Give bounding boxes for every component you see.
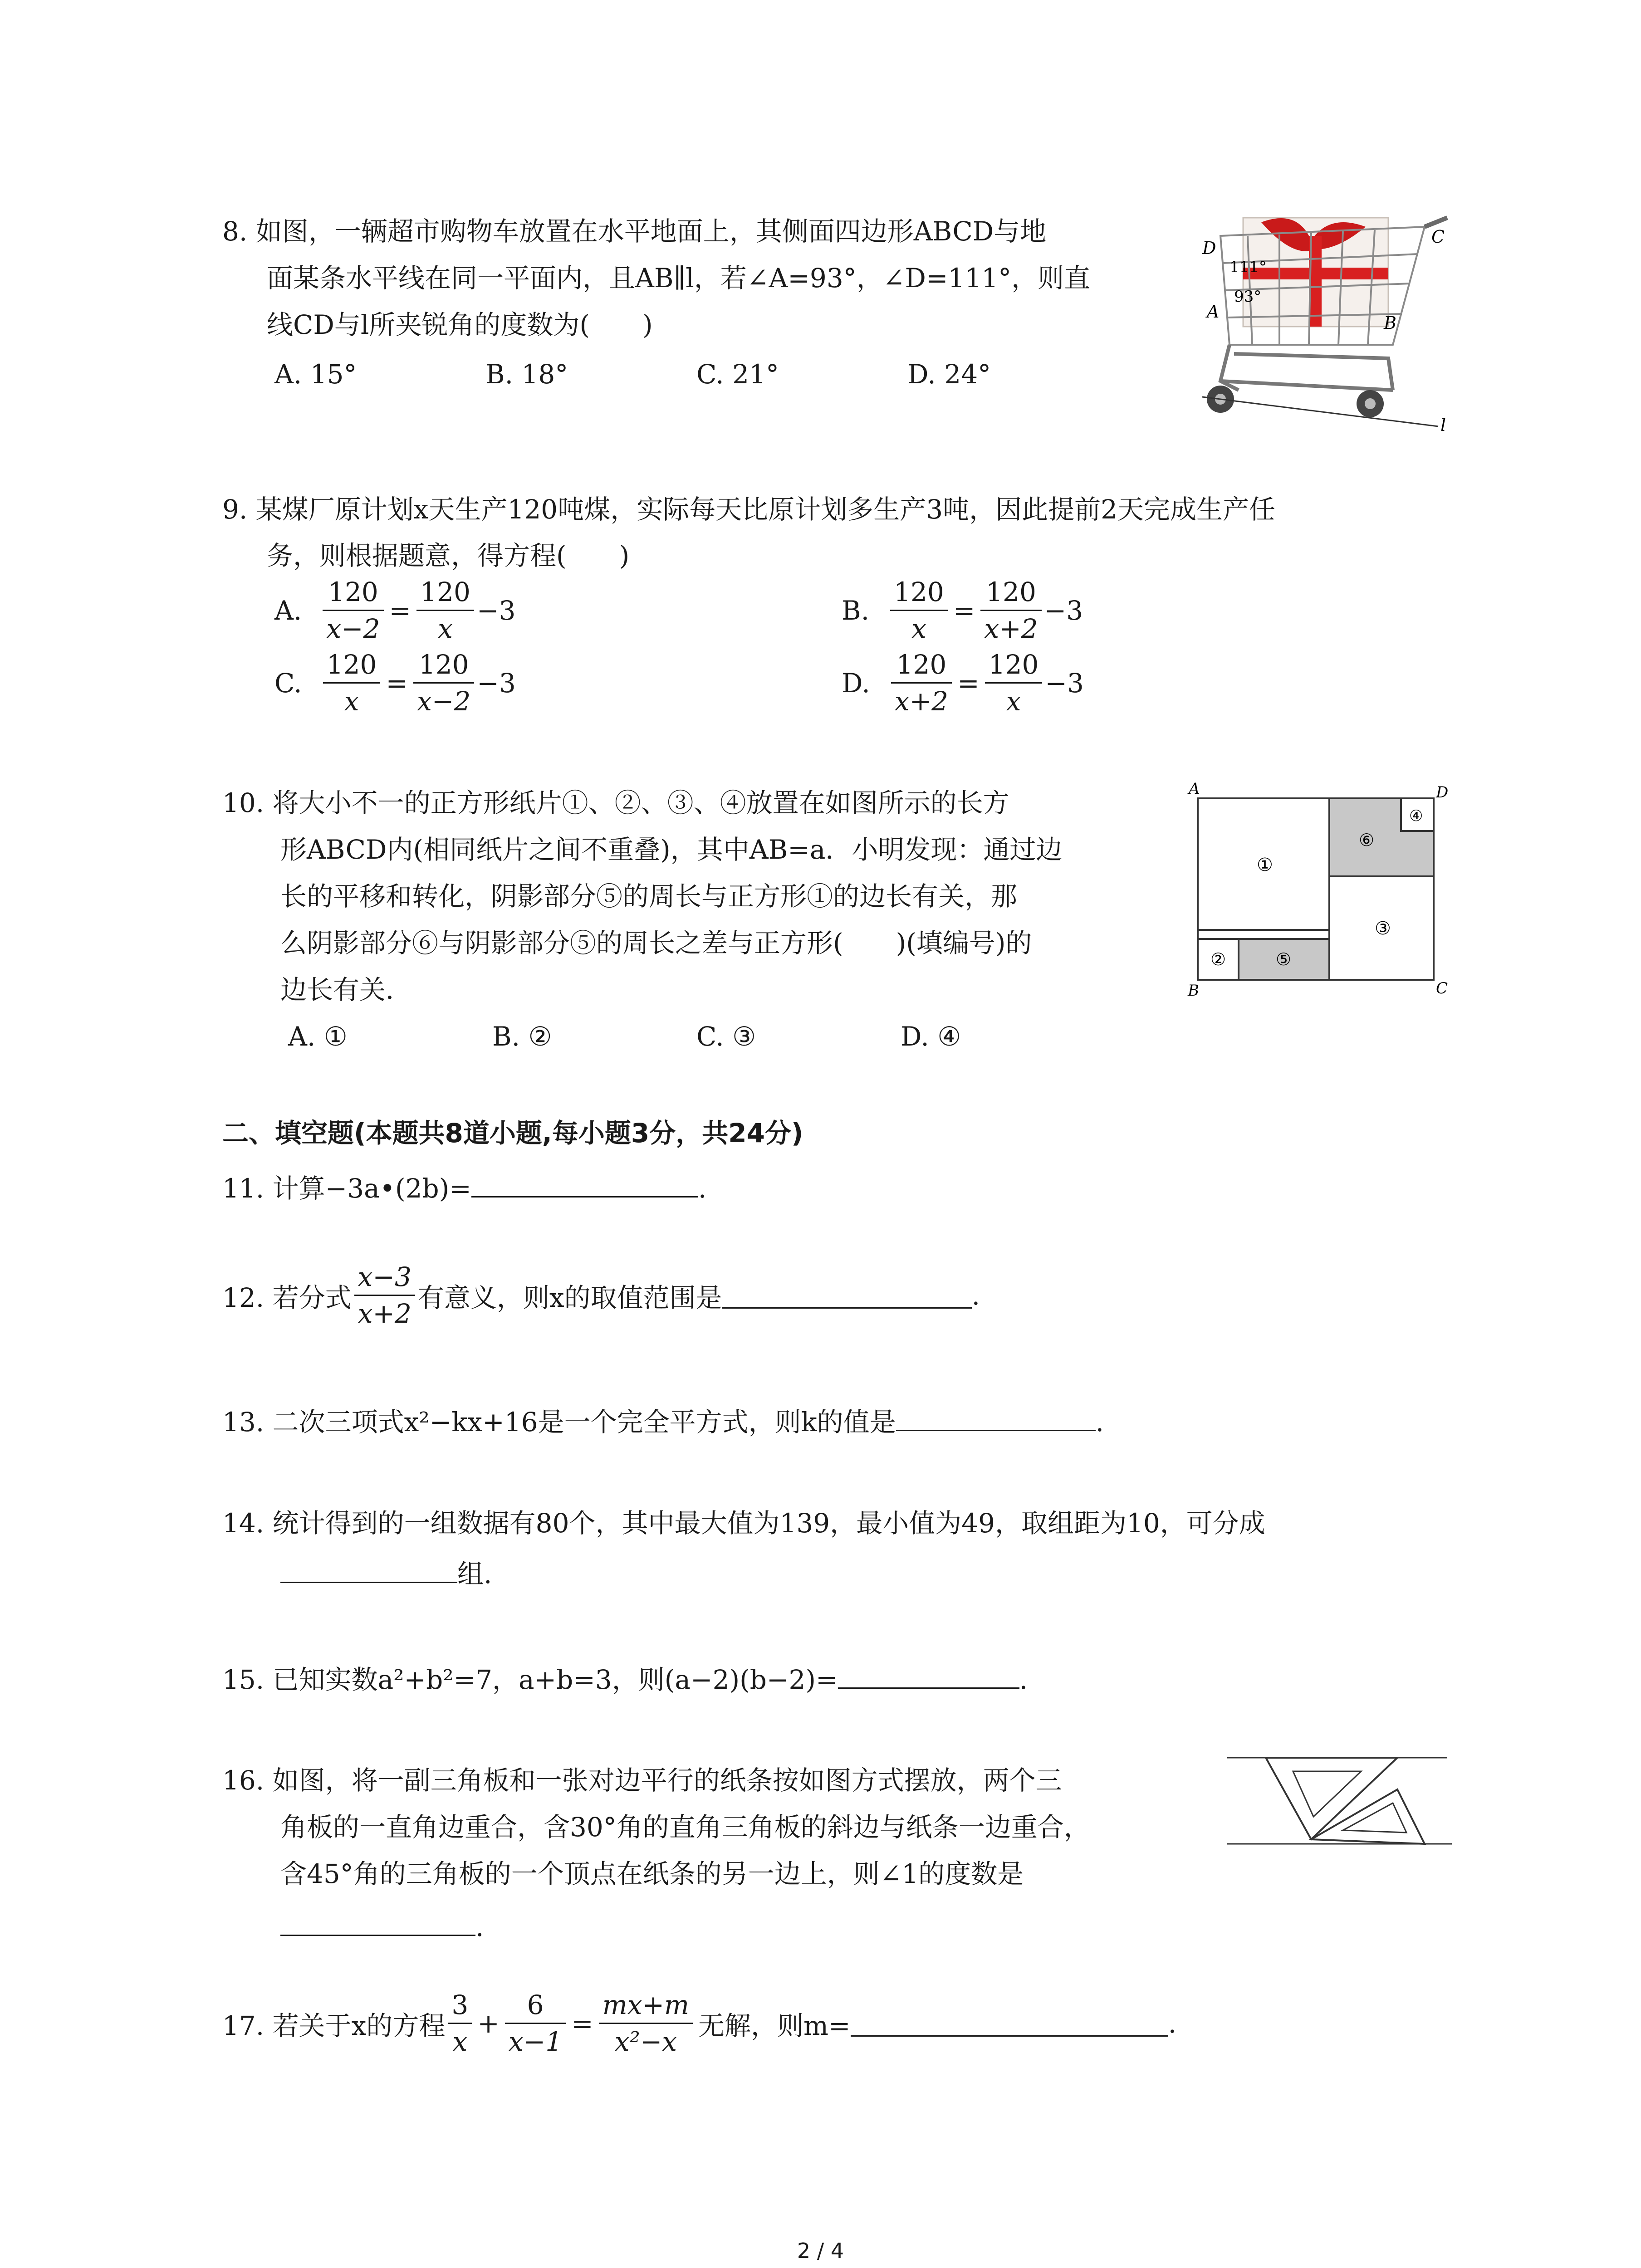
q9-option-b: B. $\frac{120}{x}$ = $\frac{120}{x+2}$ −3: [842, 577, 1083, 644]
piece-label-6: ⑥: [1359, 830, 1375, 850]
section-2-heading: 二、填空题(本题共8道小题,每小题3分，共24分): [222, 1118, 803, 1149]
rect-label-a: A: [1189, 780, 1200, 798]
q10-option-a: A. ①: [288, 1021, 348, 1052]
q10-option-c: C. ③: [696, 1021, 756, 1052]
q8-option-d: D. 24°: [907, 359, 991, 390]
q9-a-left-fraction: $\frac{120}{x-2}$: [323, 576, 383, 645]
piece-label-4: ④: [1409, 807, 1423, 825]
q8-option-c: C. 21°: [696, 359, 779, 390]
q12-answer-blank[interactable]: [722, 1282, 972, 1309]
q9-d-right-fraction: $\frac{120}{x}$: [985, 649, 1043, 717]
piece-label-5: ⑤: [1276, 949, 1292, 969]
cart-angle-a: 93°: [1234, 288, 1262, 306]
q10-line-2: 形ABCD内(相同纸片之间不重叠)，其中AB=a．小明发现：通过边: [280, 834, 1063, 865]
q9-a-right-fraction: $\frac{120}{x}$: [416, 576, 474, 645]
q9-line-1: 9. 某煤厂原计划x天生产120吨煤，实际每天比原计划多生产3吨，因此提前2天完成生产任: [222, 494, 1275, 525]
piece-label-2: ②: [1210, 949, 1226, 969]
q9-c-right-fraction: $\frac{120}{x-2}$: [413, 649, 474, 717]
q11-line: 11. 计算−3a•(2b)= .: [222, 1170, 706, 1207]
cart-label-b: B: [1384, 313, 1396, 333]
q10-option-b: B. ②: [492, 1021, 552, 1052]
q10-option-d: D. ④: [901, 1021, 961, 1052]
q9-b-letter: B.: [842, 595, 870, 626]
q8-line-2: 面某条水平线在同一平面内，且AB∥l，若∠A=93°，∠D=111°，则直: [267, 263, 1091, 293]
q16-line-3: 含45°角的三角板的一个顶点在纸条的另一边上，则∠1的度数是: [280, 1858, 1024, 1889]
q9-option-d: D. $\frac{120}{x+2}$ = $\frac{120}{x}$ −3: [842, 649, 1084, 717]
q9-option-c: C. $\frac{120}{x}$ = $\frac{120}{x-2}$ −3: [274, 649, 516, 717]
q8-line-1: 8. 如图，一辆超市购物车放置在水平地面上，其侧面四边形ABCD与地: [222, 216, 1047, 247]
cart-label-a: A: [1207, 302, 1220, 322]
q14-line-1: 14. 统计得到的一组数据有80个，其中最大值为139，最小值为49，取组距为10，可分成: [222, 1508, 1265, 1539]
q12-fraction: $\frac{x-3}{x+2}$: [354, 1261, 415, 1330]
rect-label-c: C: [1436, 979, 1448, 997]
q9-c-left-fraction: $\frac{120}{x}$: [323, 649, 381, 717]
cart-label-l: l: [1440, 415, 1446, 435]
q13-answer-blank[interactable]: [896, 1404, 1096, 1431]
q15-line: 15. 已知实数a²+b²=7，a+b=3，则(a−2)(b−2)= .: [222, 1662, 1028, 1698]
triangle-boards-figure: [1225, 1746, 1461, 1855]
q17-fraction-2: $\frac{6}{x-1}$: [505, 1989, 566, 2058]
q16-line-4: .: [280, 1909, 484, 1945]
q12-line: 12. 若分式 $\frac{x-3}{x+2}$ 有意义，则x的取值范围是 .: [222, 1261, 980, 1329]
q9-d-left-fraction: $\frac{120}{x+2}$: [891, 649, 952, 717]
q8-line-3: 线CD与l所夹锐角的度数为( ): [267, 309, 653, 340]
rect-label-b: B: [1188, 982, 1199, 998]
q9-b-left-fraction: $\frac{120}{x}$: [890, 576, 948, 645]
cart-label-c: C: [1431, 227, 1445, 247]
q9-option-a: A. $\frac{120}{x-2}$ = $\frac{120}{x}$ −3: [274, 577, 516, 644]
q17-line: 17. 若关于x的方程 $\frac{3}{x}$ + $\frac{6}{x-1}$ = $\frac{mx+m}{\text{x²−x}}$ 无解，则m= .: [222, 1989, 1177, 2057]
q9-a-letter: A.: [274, 595, 302, 626]
rectangle-squares-figure: [1180, 780, 1461, 998]
cart-angle-d: 111°: [1230, 258, 1267, 276]
q15-answer-blank[interactable]: [838, 1662, 1019, 1689]
q9-d-letter: D.: [842, 667, 870, 699]
q17-answer-blank[interactable]: [851, 2010, 1168, 2037]
page-number: 2 / 4: [797, 2239, 844, 2263]
q17-fraction-1: $\frac{3}{x}$: [448, 1989, 472, 2058]
piece-label-3: ③: [1375, 918, 1391, 939]
q14-answer-blank[interactable]: [280, 1556, 457, 1583]
q9-c-letter: C.: [274, 667, 302, 699]
q16-answer-blank[interactable]: [280, 1909, 475, 1936]
q10-line-5: 边长有关．: [280, 974, 412, 1005]
rect-label-d: D: [1436, 783, 1449, 802]
q8-option-b: B. 18°: [485, 359, 568, 390]
q13-line: 13. 二次三项式x²−kx+16是一个完全平方式，则k的值是 .: [222, 1404, 1104, 1440]
shopping-cart-figure: [1193, 209, 1456, 445]
q17-fraction-3: $\frac{mx+m}{\text{x²−x}}$: [599, 1989, 693, 2058]
q14-line-2: 组.: [280, 1556, 492, 1592]
q9-line-2: 务，则根据题意，得方程( ): [267, 540, 630, 571]
q9-b-right-fraction: $\frac{120}{x+2}$: [980, 576, 1041, 645]
q10-line-3: 长的平移和转化，阴影部分⑤的周长与正方形①的边长有关，那: [280, 881, 1018, 912]
piece-label-1: ①: [1257, 855, 1273, 875]
q10-line-4: 么阴影部分⑥与阴影部分⑤的周长之差与正方形( )(填编号)的: [280, 928, 1032, 958]
q16-line-1: 16. 如图，将一副三角板和一张对边平行的纸条按如图方式摆放，两个三: [222, 1765, 1062, 1796]
cart-label-d: D: [1202, 238, 1216, 258]
q10-line-1: 10. 将大小不一的正方形纸片①、②、③、④放置在如图所示的长方: [222, 787, 1009, 818]
q16-line-2: 角板的一直角边重合，含30°角的直角三角板的斜边与纸条一边重合，: [280, 1812, 1090, 1843]
q8-option-a: A. 15°: [274, 359, 357, 390]
q11-answer-blank[interactable]: [471, 1171, 698, 1198]
